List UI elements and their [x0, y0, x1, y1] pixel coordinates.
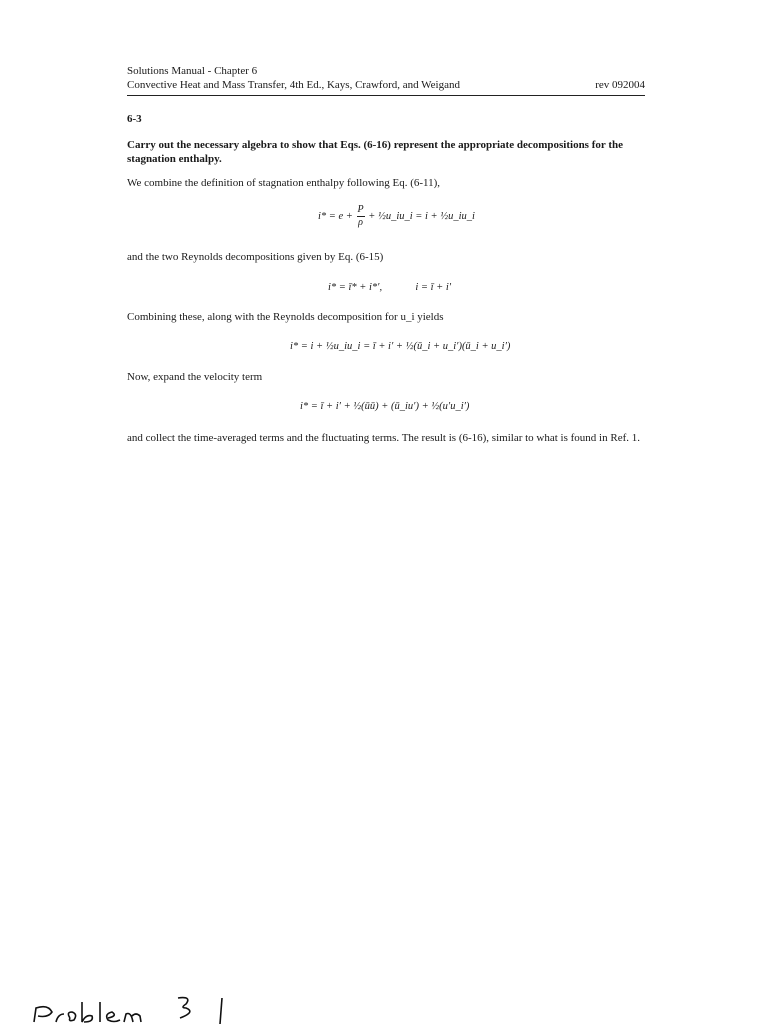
- header-line-2: Convective Heat and Mass Transfer, 4th Ed., Kays, Crawford, and Weigand: [127, 79, 460, 91]
- equation-2: [328, 282, 451, 293]
- header-line-1: Solutions Manual - Chapter 6: [127, 65, 258, 77]
- equation-1-numerator: P: [357, 204, 364, 215]
- equation-2-part-a: i* = ī* + i*′,: [328, 282, 383, 293]
- paragraph-5: and collect the time-averaged terms and the fluctuating terms. The result is (6-16), similar to what is found in Ref. 1.: [127, 432, 640, 444]
- equation-3: i* = i + ½u_iu_i = ī + i′ + ½(ū_i + u_i′)(ū_i + u_i′): [290, 341, 511, 352]
- equation-1-denominator: ρ: [358, 217, 363, 228]
- equation-1-lhs: i* = e +: [318, 210, 353, 222]
- problem-statement: Carry out the necessary algebra to show that Eqs. (6-16) represent the appropriate decompositions for the stagnation enthalpy.: [127, 139, 623, 165]
- revision-label: rev 092004: [595, 79, 645, 91]
- equation-1-fraction: [357, 204, 365, 229]
- header-rule: [127, 95, 645, 96]
- equation-1: [318, 204, 475, 229]
- paragraph-3: Combining these, along with the Reynolds decomposition for u_i yields: [127, 311, 444, 323]
- paragraph-4: Now, expand the velocity term: [127, 371, 263, 383]
- paragraph-2: and the two Reynolds decompositions given by Eq. (6-15): [127, 251, 384, 263]
- equation-2-part-b: i = ī + i′: [415, 282, 452, 293]
- paragraph-1: We combine the definition of stagnation enthalpy following Eq. (6-11),: [127, 177, 441, 189]
- equation-1-rhs: + ½u_iu_i = i + ½u_iu_i: [368, 210, 475, 222]
- handwritten-note: [26, 996, 256, 1024]
- page-header: [127, 64, 645, 92]
- equation-4: i* = ī + i′ + ½(ūū) + (ū_iu′) + ½(u′u_i′): [300, 401, 470, 412]
- problem-number: 6-3: [127, 113, 142, 125]
